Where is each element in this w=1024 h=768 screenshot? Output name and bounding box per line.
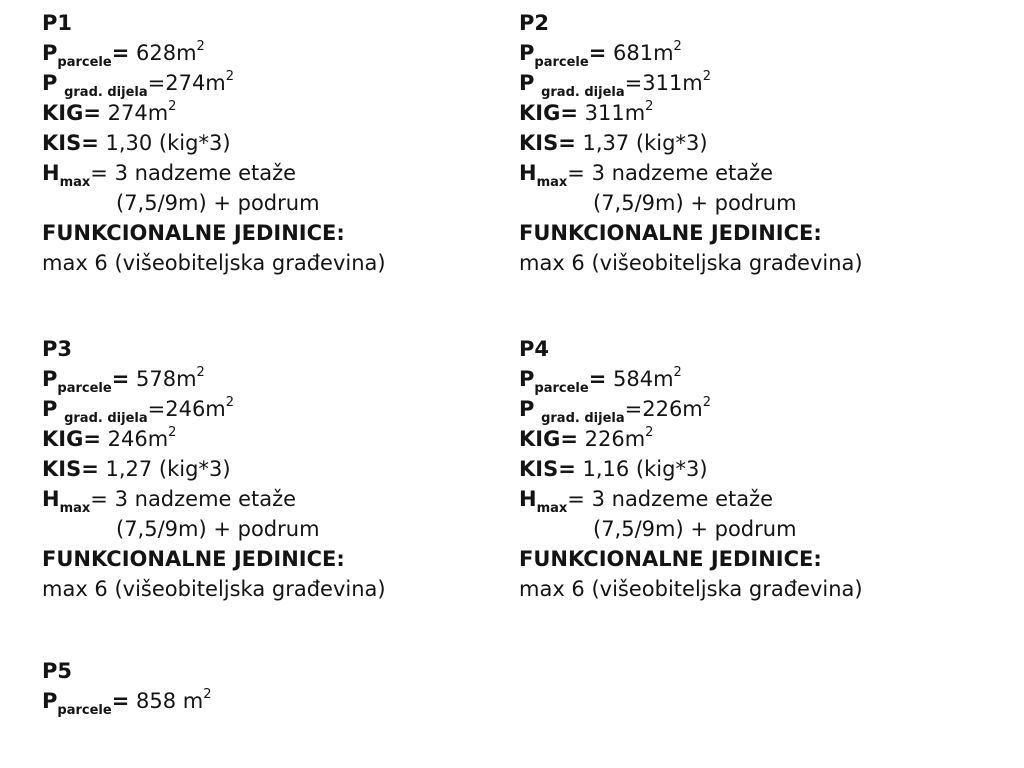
h-label: H xyxy=(519,161,537,185)
fj-value: max 6 (višeobiteljska građevina) xyxy=(42,577,386,601)
max-subscript: max xyxy=(536,175,568,190)
p-grad-dijela-value: =246m xyxy=(147,397,226,421)
equals-sign: = xyxy=(111,689,130,713)
p-parcele-value: 858 m xyxy=(136,689,204,713)
kis-value: 1,16 (kig*3) xyxy=(582,457,708,481)
p-grad-dijela-row xyxy=(42,394,234,428)
fj-label: FUNKCIONALNE JEDINICE: xyxy=(519,221,822,245)
p-label: P xyxy=(42,41,58,65)
square-superscript: 2 xyxy=(645,425,654,440)
fj-value: max 6 (višeobiteljska građevina) xyxy=(519,251,863,275)
hmax-row xyxy=(519,158,773,192)
hmax-value: 3 nadzeme etaže xyxy=(591,487,774,511)
parcel-title: P2 xyxy=(519,11,550,35)
kig-value: 226m xyxy=(584,427,646,451)
kis-label: KIS= xyxy=(42,131,99,155)
hmax-note: (7,5/9m) + podrum xyxy=(593,517,797,541)
parcele-subscript: parcele xyxy=(534,381,589,396)
equals-sign: = xyxy=(588,367,607,391)
parcele-subscript: parcele xyxy=(534,55,589,70)
grad-dijela-subscript: grad. dijela xyxy=(64,85,148,100)
equals-sign: = xyxy=(567,161,585,185)
square-superscript: 2 xyxy=(196,39,205,54)
p-label: P xyxy=(42,367,58,391)
hmax-row xyxy=(42,158,296,192)
square-superscript: 2 xyxy=(168,99,177,114)
p-grad-dijela-value: =311m xyxy=(624,71,703,95)
kis-row xyxy=(519,128,708,158)
hmax-row xyxy=(519,484,773,518)
h-label: H xyxy=(42,161,60,185)
h-label: H xyxy=(519,487,537,511)
hmax-note: (7,5/9m) + podrum xyxy=(116,191,320,215)
fj-value: max 6 (višeobiteljska građevina) xyxy=(519,577,863,601)
fj-label: FUNKCIONALNE JEDINICE: xyxy=(519,547,822,571)
kig-value: 246m xyxy=(107,427,169,451)
square-superscript: 2 xyxy=(673,39,682,54)
parcel-title: P1 xyxy=(42,11,73,35)
p-parcele-value: 628m xyxy=(136,41,197,65)
kis-label: KIS= xyxy=(519,131,576,155)
hmax-value: 3 nadzeme etaže xyxy=(591,161,774,185)
p-label: P xyxy=(519,71,535,95)
p-parcele-row xyxy=(42,364,205,398)
square-superscript: 2 xyxy=(225,395,235,410)
equals-sign: = xyxy=(90,487,108,511)
max-subscript: max xyxy=(59,501,91,516)
square-superscript: 2 xyxy=(225,69,235,84)
p-label: P xyxy=(519,397,535,421)
kig-label: KIG= xyxy=(42,101,101,125)
p-parcele-value: 681m xyxy=(613,41,674,65)
kig-row xyxy=(42,424,176,458)
kig-row xyxy=(519,424,653,458)
hmax-note: (7,5/9m) + podrum xyxy=(116,517,320,541)
p-grad-dijela-row xyxy=(42,68,234,102)
hmax-note: (7,5/9m) + podrum xyxy=(593,191,797,215)
grad-dijela-subscript: grad. dijela xyxy=(541,85,625,100)
kig-label: KIG= xyxy=(42,427,101,451)
kis-row xyxy=(42,128,231,158)
fj-value: max 6 (višeobiteljska građevina) xyxy=(42,251,386,275)
p-label: P xyxy=(42,397,58,421)
p-grad-dijela-value: =226m xyxy=(624,397,703,421)
hmax-value: 3 nadzeme etaže xyxy=(114,161,297,185)
p-label: P xyxy=(519,367,535,391)
p-parcele-row xyxy=(42,38,205,72)
kis-value: 1,27 (kig*3) xyxy=(105,457,231,481)
parcel-title: P4 xyxy=(519,337,550,361)
equals-sign: = xyxy=(111,41,130,65)
fj-label: FUNKCIONALNE JEDINICE: xyxy=(42,547,345,571)
p-label: P xyxy=(42,71,58,95)
kis-value: 1,37 (kig*3) xyxy=(582,131,708,155)
p-parcele-value: 584m xyxy=(613,367,674,391)
kig-label: KIG= xyxy=(519,101,578,125)
hmax-value: 3 nadzeme etaže xyxy=(114,487,297,511)
p-parcele-row xyxy=(519,38,682,72)
kis-label: KIS= xyxy=(42,457,99,481)
parcele-subscript: parcele xyxy=(57,381,112,396)
hmax-row xyxy=(42,484,296,518)
p-parcele-value: 578m xyxy=(136,367,197,391)
kig-row xyxy=(42,98,176,132)
square-superscript: 2 xyxy=(673,365,682,380)
kig-label: KIG= xyxy=(519,427,578,451)
p-parcele-row xyxy=(42,686,212,720)
p-grad-dijela-row xyxy=(519,68,711,102)
square-superscript: 2 xyxy=(168,425,177,440)
kig-value: 311m xyxy=(584,101,646,125)
max-subscript: max xyxy=(536,501,568,516)
square-superscript: 2 xyxy=(702,69,712,84)
p-label: P xyxy=(42,689,58,713)
p-grad-dijela-row xyxy=(519,394,711,428)
parcele-subscript: parcele xyxy=(57,55,112,70)
square-superscript: 2 xyxy=(645,99,654,114)
kis-row xyxy=(519,454,708,484)
parcel-title: P5 xyxy=(42,659,73,683)
p-grad-dijela-value: =274m xyxy=(147,71,226,95)
grad-dijela-subscript: grad. dijela xyxy=(541,411,625,426)
kis-value: 1,30 (kig*3) xyxy=(105,131,231,155)
p-label: P xyxy=(519,41,535,65)
equals-sign: = xyxy=(588,41,607,65)
parcel-title: P3 xyxy=(42,337,73,361)
grad-dijela-subscript: grad. dijela xyxy=(64,411,148,426)
equals-sign: = xyxy=(111,367,130,391)
max-subscript: max xyxy=(59,175,91,190)
kis-row xyxy=(42,454,231,484)
parcele-subscript: parcele xyxy=(57,703,112,718)
kig-row xyxy=(519,98,653,132)
kig-value: 274m xyxy=(107,101,169,125)
h-label: H xyxy=(42,487,60,511)
equals-sign: = xyxy=(90,161,108,185)
square-superscript: 2 xyxy=(196,365,205,380)
square-superscript: 2 xyxy=(203,687,212,702)
fj-label: FUNKCIONALNE JEDINICE: xyxy=(42,221,345,245)
kis-label: KIS= xyxy=(519,457,576,481)
square-superscript: 2 xyxy=(702,395,712,410)
p-parcele-row xyxy=(519,364,682,398)
equals-sign: = xyxy=(567,487,585,511)
